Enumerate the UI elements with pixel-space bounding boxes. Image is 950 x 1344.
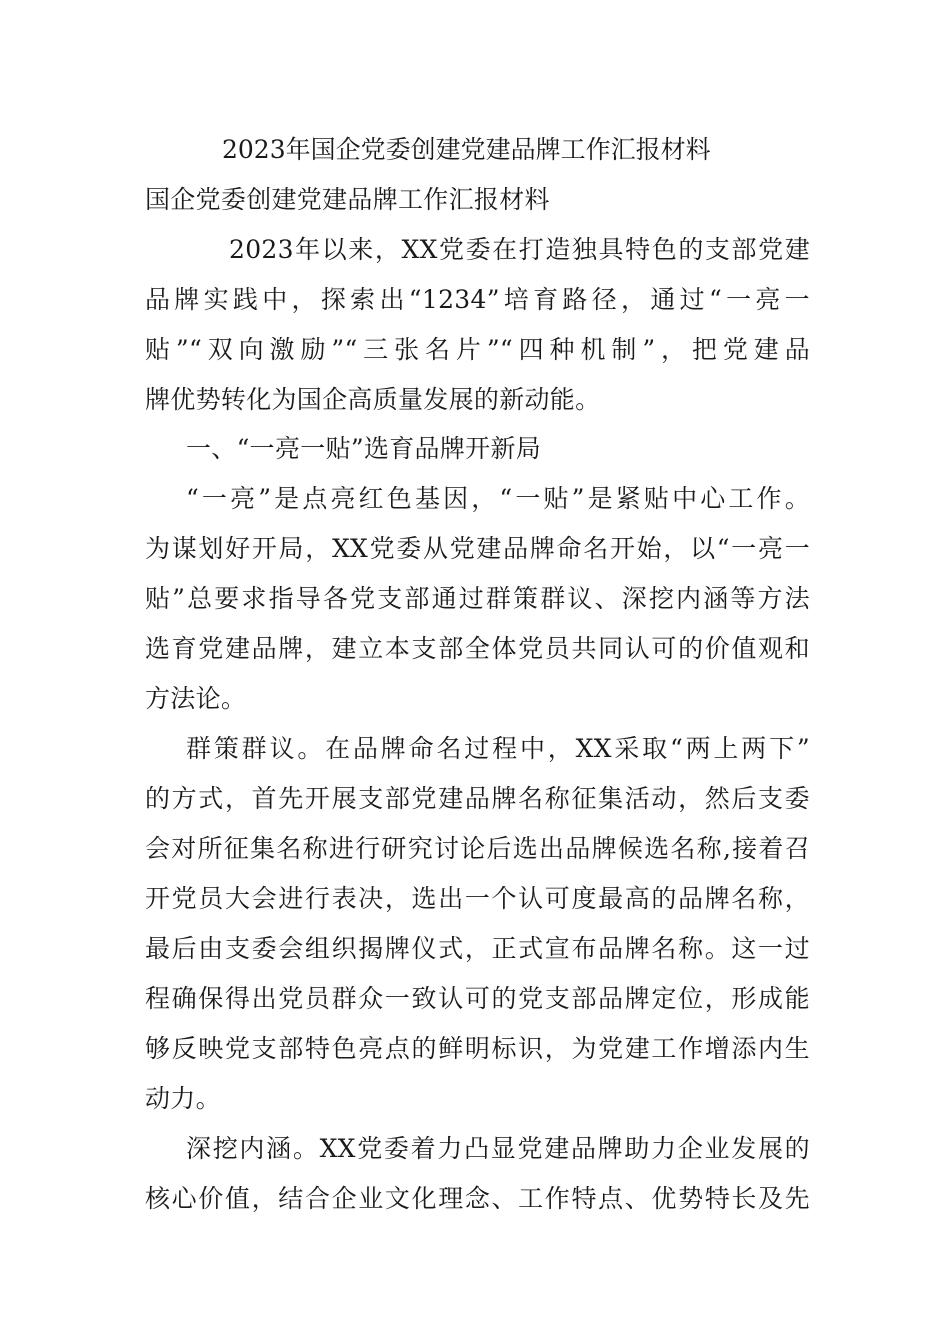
- document-subtitle: 国企党委创建党建品牌工作汇报材料: [145, 185, 550, 214]
- paragraph-line: 贴”总要求指导各党支部通过群策群议、深挖内涵等方法: [145, 584, 810, 613]
- paragraph-line: 够反映党支部特色亮点的鲜明标识，为党建工作增添内生: [145, 1034, 810, 1063]
- paragraph-line: 品牌实践中，探索出“1234”培育路径，通过“一亮一: [145, 285, 810, 314]
- paragraph-line: 群策群议。在品牌命名过程中，XX采取“两上两下”: [186, 734, 810, 763]
- paragraph-line: 牌优势转化为国企高质量发展的新动能。: [145, 385, 601, 414]
- paragraph-line: 的方式，首先开展支部党建品牌名称征集活动，然后支委: [145, 784, 810, 813]
- paragraph-line: 为谋划好开局，XX党委从党建品牌命名开始，以“一亮一: [145, 534, 810, 563]
- paragraph-line: 选育党建品牌，建立本支部全体党员共同认可的价值观和: [145, 634, 810, 663]
- section-heading: 一、“一亮一贴”选育品牌开新局: [186, 434, 542, 463]
- paragraph-line: 最后由支委会组织揭牌仪式，正式宣布品牌名称。这一过: [145, 934, 810, 963]
- paragraph-line: 程确保得出党员群众一致认可的党支部品牌定位，形成能: [145, 984, 810, 1013]
- paragraph-line: 会对所征集名称进行研究讨论后选出品牌候选名称,接着召: [145, 834, 810, 863]
- paragraph-line: 核心价值，结合企业文化理念、工作特点、优势特长及先: [145, 1184, 810, 1213]
- paragraph-line: 2023年以来，XX党委在打造独具特色的支部党建: [229, 235, 810, 264]
- paragraph-line: 方法论。: [145, 684, 247, 713]
- paragraph-line: “一亮”是点亮红色基因，“一贴”是紧贴中心工作。: [186, 484, 810, 513]
- document-title: 2023年国企党委创建党建品牌工作汇报材料: [222, 135, 711, 164]
- paragraph-line: 动力。: [145, 1084, 221, 1113]
- paragraph-line: 贴”“双向激励”“三张名片”“四种机制”，把党建品: [145, 335, 810, 364]
- paragraph-line: 深挖内涵。XX党委着力凸显党建品牌助力企业发展的: [186, 1134, 810, 1163]
- paragraph-line: 开党员大会进行表决，选出一个认可度最高的品牌名称，: [145, 884, 810, 913]
